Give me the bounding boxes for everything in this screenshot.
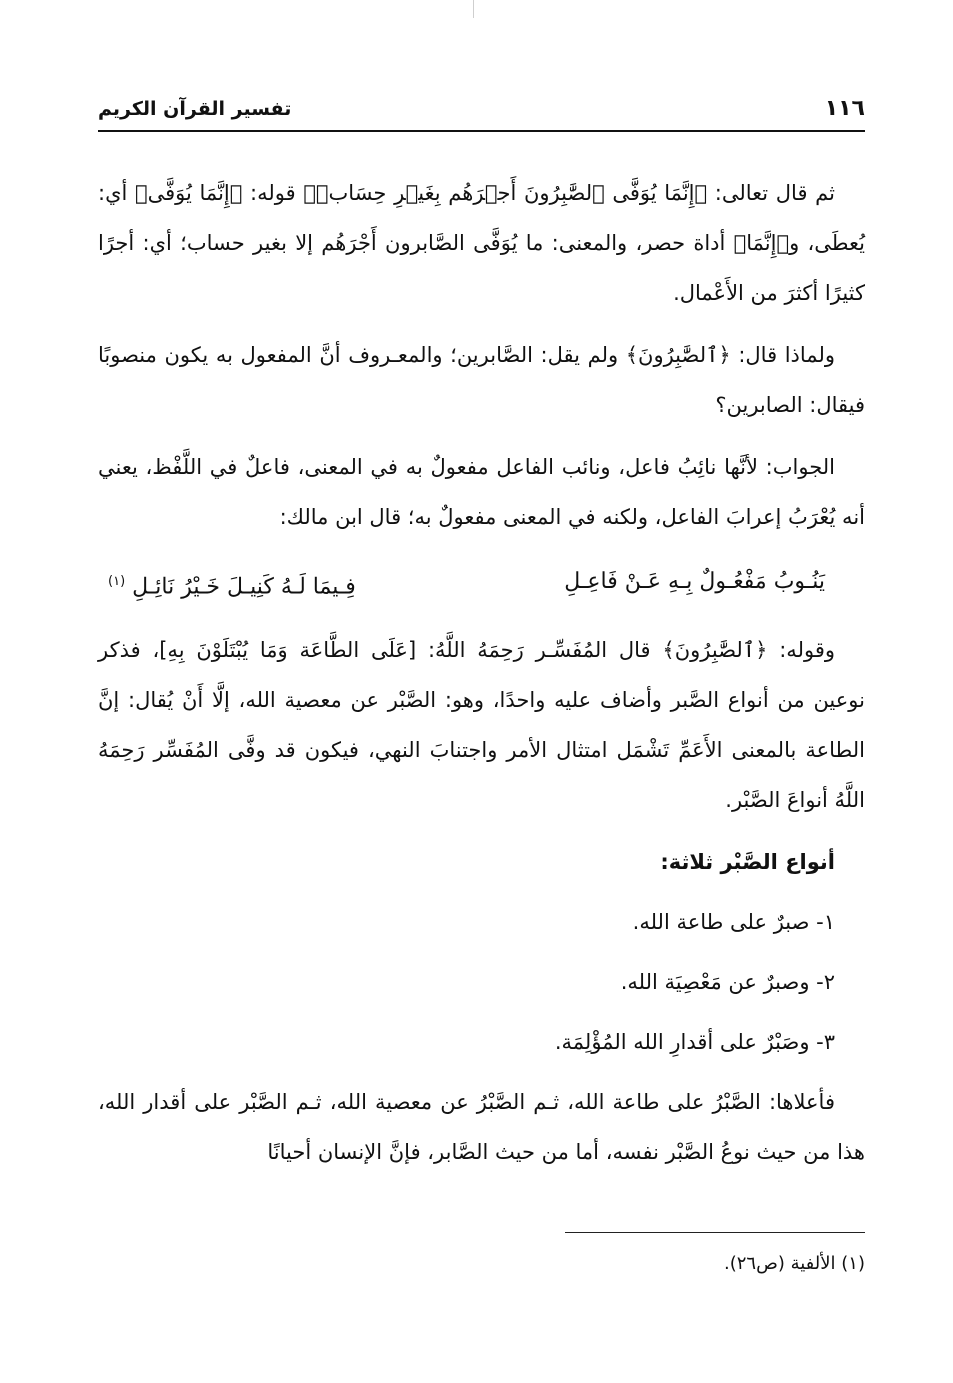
footnote-marker: (١) bbox=[108, 574, 126, 589]
hemistich-text: يَنُـوبُ مَفْعُـولٌ بِـهِ عَـنْ فَاعِـلِ bbox=[564, 569, 825, 594]
footnote: (١) الألفية (ص٢٦). bbox=[724, 1253, 865, 1274]
verse-hemistich-second bbox=[108, 554, 356, 615]
main-text bbox=[98, 168, 865, 1189]
hemistich-text: فِـيمَا لَـهُ كَنِيـلَ خَـيْرُ نَائِـلِ bbox=[132, 574, 356, 600]
poetry-verse bbox=[98, 554, 865, 615]
paragraph: فأعلاها: الصَّبْرُ على طاعة الله، ثـم الصَّبْرُ عن معصية الله، ثـم الصَّبْر على أقدار الله، هذا من حيث نوعُ الصَّبْر نفسه، أما من حيث الصَّابر، فإنَّ الإنسان أحيانًا bbox=[98, 1090, 865, 1165]
paragraph: ثم قال تعالى: ﴿إِنَّمَا يُوَفَّى ٱلصَّٰبِرُونَ أَجۡرَهُم بِغَيۡرِ حِسَابٖ﴾ قوله: ﴿إِنَّمَا يُوَفَّى﴾ أي: يُعطَى، و﴿إِنَّمَا﴾ أداة حصر، والمعنى: ما يُوَفَّى الصَّابرون أَجْرَهُم إلا بغير حساب؛ أي: أجرًا كثيرًا أكثرَ من الأَعْمال. bbox=[98, 181, 865, 305]
page-header bbox=[98, 96, 865, 132]
paragraph: الجواب: لأنَّها نائِبُ فاعل، ونائب الفاعل مفعولٌ به في المعنى، فاعلٌ في اللَّفْظ، يعني أنه يُعْرَبُ إعرابَ الفاعل، ولكنه في المعنى مفعولٌ به؛ قال ابن مالك: bbox=[98, 455, 865, 529]
list-item: ٣- وصَبْرٌ على أقدارِ الله المُؤْلِمَة. bbox=[554, 1030, 835, 1055]
paragraph: وقوله: ﴿ٱلصَّٰبِرُونَ﴾ قال المُفَسِّـر رَحِمَهُ اللَّهُ: [عَلَى الطَّاعَة وَمَا يُبْتَلَوْنَ بِهِ]، فذكر نوعين من أنواع الصَّبر وأضاف عليه واحدًا، وهو: الصَّبْر عن معصية الله، إلَّا أَنْ يُقال: إنَّ الطاعة بالمعنى الأَعَمِّ تَشْمَل امتثال الأمر واجتنابَ النهي، فيكون قد وفَّى المُفَسِّر رَحِمَهُ اللَّهُ أنواعَ الصَّبْر. bbox=[98, 638, 865, 813]
footnote-divider bbox=[565, 1232, 865, 1233]
scan-artifact-line bbox=[473, 0, 474, 18]
paragraph: ولماذا قال: ﴿ٱلصَّٰبِرُونَ﴾ ولم يقل: الصَّابرين؛ والمعـروف أنَّ المفعول به يكون منصوبًا فيقال: الصابرين؟ bbox=[98, 343, 865, 417]
list-item: ٢- وصبرٌ عن مَعْصِيَة الله. bbox=[620, 970, 835, 995]
verse-hemistich-first bbox=[564, 554, 825, 615]
page-number: ١١٦ bbox=[824, 96, 865, 121]
list-heading: أنواع الصَّبْر ثلاثة: bbox=[660, 850, 835, 875]
running-title: تفسير القرآن الكريم bbox=[98, 98, 292, 120]
list-item: ١- صبرٌ على طاعة الله. bbox=[632, 910, 835, 935]
